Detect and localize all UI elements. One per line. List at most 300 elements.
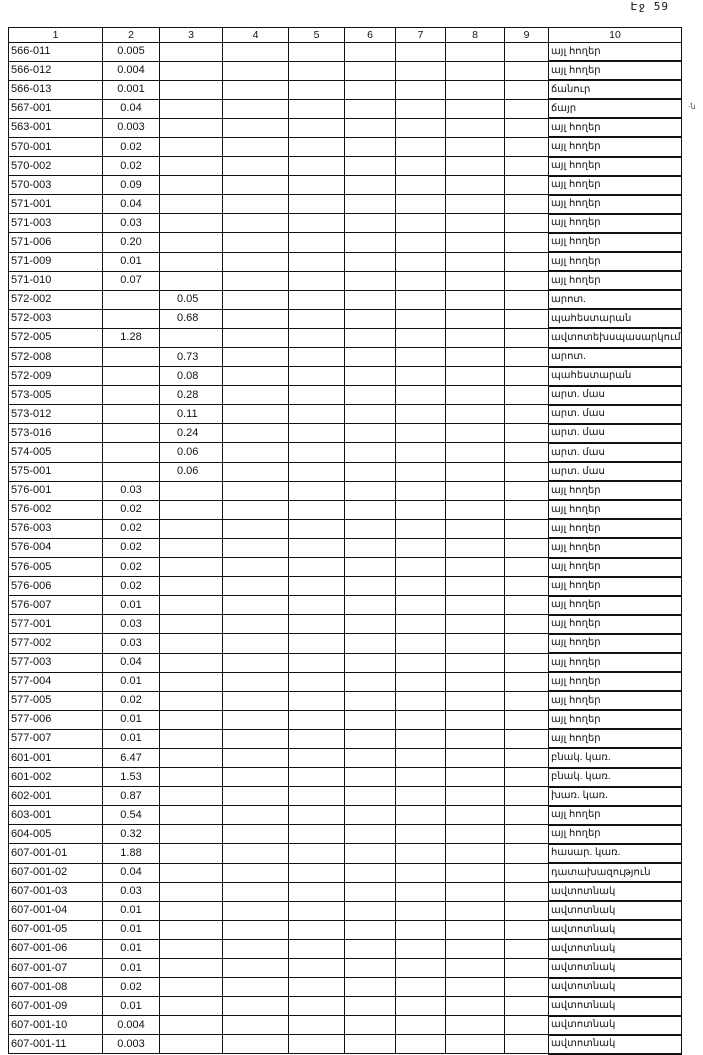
col2-value-cell: 0.01 <box>103 959 160 978</box>
empty-cell <box>505 806 549 825</box>
col3-value-cell <box>160 997 223 1016</box>
empty-cell <box>289 271 345 290</box>
table-row <box>9 748 682 767</box>
empty-cell <box>505 882 549 901</box>
column-header: 8 <box>446 28 505 43</box>
table-row <box>9 99 682 118</box>
margin-mark: ·ն <box>688 102 696 111</box>
land-use-cell: ավտոտնակ <box>549 997 682 1016</box>
empty-cell <box>396 901 446 920</box>
parcel-code-cell: 570-001 <box>9 137 103 156</box>
col3-value-cell <box>160 538 223 557</box>
land-use-cell: պահեստարան <box>549 367 682 386</box>
parcel-code-cell: 573-012 <box>9 405 103 424</box>
empty-cell <box>446 538 505 557</box>
col2-value-cell: 0.01 <box>103 729 160 748</box>
col3-value-cell: 0.68 <box>160 309 223 328</box>
land-use-cell: արոտ. <box>549 348 682 367</box>
column-header: 2 <box>103 28 160 43</box>
empty-cell <box>223 748 289 767</box>
empty-cell <box>396 61 446 80</box>
empty-cell <box>396 176 446 195</box>
land-use-cell: այլ հողեր <box>549 825 682 844</box>
col2-value-cell: 0.01 <box>103 710 160 729</box>
col2-value-cell: 0.01 <box>103 939 160 958</box>
land-use-cell: այլ հողեր <box>549 653 682 672</box>
empty-cell <box>223 901 289 920</box>
empty-cell <box>396 157 446 176</box>
empty-cell <box>223 806 289 825</box>
col3-value-cell <box>160 768 223 787</box>
land-use-cell: այլ հողեր <box>549 43 682 62</box>
land-use-cell: այլ հողեր <box>549 118 682 137</box>
empty-cell <box>505 596 549 615</box>
parcel-code-cell: 577-007 <box>9 729 103 748</box>
parcel-code-cell: 563-001 <box>9 118 103 137</box>
empty-cell <box>289 43 345 62</box>
empty-cell <box>396 271 446 290</box>
empty-cell <box>223 920 289 939</box>
empty-cell <box>446 61 505 80</box>
land-use-cell: բնակ. կառ. <box>549 748 682 767</box>
empty-cell <box>396 405 446 424</box>
parcel-code-cell: 607-001-09 <box>9 997 103 1016</box>
empty-cell <box>505 386 549 405</box>
empty-cell <box>505 157 549 176</box>
empty-cell <box>396 348 446 367</box>
empty-cell <box>396 328 446 347</box>
empty-cell <box>446 271 505 290</box>
parcel-code-cell: 576-006 <box>9 577 103 596</box>
land-use-cell: արտ. մաս <box>549 386 682 405</box>
empty-cell <box>223 844 289 863</box>
empty-cell <box>396 672 446 691</box>
parcel-code-cell: 577-005 <box>9 691 103 710</box>
col3-value-cell <box>160 863 223 882</box>
empty-cell <box>446 195 505 214</box>
empty-cell <box>446 748 505 767</box>
table-row <box>9 328 682 347</box>
table-row <box>9 806 682 825</box>
empty-cell <box>223 328 289 347</box>
parcel-code-cell: 573-016 <box>9 424 103 443</box>
empty-cell <box>345 118 396 137</box>
col2-value-cell: 0.54 <box>103 806 160 825</box>
empty-cell <box>396 653 446 672</box>
empty-cell <box>446 672 505 691</box>
parcel-code-cell: 601-002 <box>9 768 103 787</box>
empty-cell <box>505 901 549 920</box>
empty-cell <box>446 577 505 596</box>
col2-value-cell: 0.004 <box>103 61 160 80</box>
table-row <box>9 691 682 710</box>
empty-cell <box>505 1035 549 1054</box>
empty-cell <box>223 99 289 118</box>
table-row <box>9 309 682 328</box>
land-use-cell: այլ հողեր <box>549 596 682 615</box>
parcel-code-cell: 576-001 <box>9 481 103 500</box>
empty-cell <box>223 137 289 156</box>
empty-cell <box>345 348 396 367</box>
parcel-code-cell: 607-001-07 <box>9 959 103 978</box>
col2-value-cell: 0.01 <box>103 901 160 920</box>
col2-value-cell: 0.001 <box>103 80 160 99</box>
empty-cell <box>289 844 345 863</box>
col2-value-cell: 0.03 <box>103 882 160 901</box>
empty-cell <box>223 691 289 710</box>
land-use-cell: խառ. կառ. <box>549 787 682 806</box>
col3-value-cell <box>160 137 223 156</box>
empty-cell <box>345 214 396 233</box>
empty-cell <box>396 978 446 997</box>
empty-cell <box>345 710 396 729</box>
parcel-code-cell: 571-006 <box>9 233 103 252</box>
parcel-code-cell: 567-001 <box>9 99 103 118</box>
empty-cell <box>505 863 549 882</box>
col2-value-cell <box>103 405 160 424</box>
empty-cell <box>345 653 396 672</box>
empty-cell <box>505 367 549 386</box>
empty-cell <box>289 309 345 328</box>
empty-cell <box>345 99 396 118</box>
empty-cell <box>223 233 289 252</box>
empty-cell <box>446 157 505 176</box>
empty-cell <box>345 1016 396 1035</box>
empty-cell <box>446 118 505 137</box>
empty-cell <box>446 43 505 62</box>
empty-cell <box>446 233 505 252</box>
table-row <box>9 901 682 920</box>
empty-cell <box>345 195 396 214</box>
empty-cell <box>223 367 289 386</box>
col3-value-cell <box>160 61 223 80</box>
empty-cell <box>396 710 446 729</box>
col3-value-cell <box>160 157 223 176</box>
empty-cell <box>289 61 345 80</box>
table-row <box>9 558 682 577</box>
table-row <box>9 577 682 596</box>
empty-cell <box>223 959 289 978</box>
empty-cell <box>505 405 549 424</box>
parcel-code-cell: 607-001-08 <box>9 978 103 997</box>
table-row <box>9 615 682 634</box>
empty-cell <box>396 538 446 557</box>
land-register-table <box>8 27 682 1055</box>
empty-cell <box>345 672 396 691</box>
empty-cell <box>223 653 289 672</box>
parcel-code-cell: 603-001 <box>9 806 103 825</box>
empty-cell <box>505 729 549 748</box>
col3-value-cell <box>160 653 223 672</box>
parcel-code-cell: 607-001-10 <box>9 1016 103 1035</box>
parcel-code-cell: 570-002 <box>9 157 103 176</box>
col3-value-cell <box>160 43 223 62</box>
col3-value-cell <box>160 691 223 710</box>
empty-cell <box>345 558 396 577</box>
empty-cell <box>345 405 396 424</box>
empty-cell <box>223 672 289 691</box>
empty-cell <box>345 176 396 195</box>
empty-cell <box>223 61 289 80</box>
table-row <box>9 462 682 481</box>
empty-cell <box>289 863 345 882</box>
empty-cell <box>289 80 345 99</box>
land-use-cell: այլ հողեր <box>549 806 682 825</box>
empty-cell <box>446 729 505 748</box>
empty-cell <box>289 367 345 386</box>
empty-cell <box>396 920 446 939</box>
table-row <box>9 538 682 557</box>
empty-cell <box>345 806 396 825</box>
empty-cell <box>289 997 345 1016</box>
land-use-cell: այլ հողեր <box>549 481 682 500</box>
empty-cell <box>223 214 289 233</box>
col2-value-cell <box>103 462 160 481</box>
col3-value-cell <box>160 328 223 347</box>
empty-cell <box>396 500 446 519</box>
col2-value-cell: 0.03 <box>103 214 160 233</box>
empty-cell <box>396 80 446 99</box>
col3-value-cell <box>160 615 223 634</box>
empty-cell <box>505 443 549 462</box>
empty-cell <box>396 863 446 882</box>
empty-cell <box>396 844 446 863</box>
land-use-cell: այլ հողեր <box>549 710 682 729</box>
col3-value-cell: 0.05 <box>160 290 223 309</box>
empty-cell <box>345 309 396 328</box>
column-header: 4 <box>223 28 289 43</box>
empty-cell <box>289 978 345 997</box>
col3-value-cell: 0.06 <box>160 462 223 481</box>
empty-cell <box>396 309 446 328</box>
empty-cell <box>345 787 396 806</box>
empty-cell <box>446 768 505 787</box>
parcel-code-cell: 607-001-11 <box>9 1035 103 1054</box>
table-row <box>9 157 682 176</box>
col2-value-cell <box>103 348 160 367</box>
empty-cell <box>505 290 549 309</box>
land-use-cell: արտ. մաս <box>549 405 682 424</box>
col2-value-cell: 0.32 <box>103 825 160 844</box>
land-use-cell: պահեստարան <box>549 309 682 328</box>
empty-cell <box>396 99 446 118</box>
empty-cell <box>505 844 549 863</box>
empty-cell <box>345 424 396 443</box>
empty-cell <box>446 1016 505 1035</box>
col3-value-cell <box>160 959 223 978</box>
empty-cell <box>446 99 505 118</box>
empty-cell <box>396 748 446 767</box>
table-row <box>9 634 682 653</box>
empty-cell <box>446 558 505 577</box>
empty-cell <box>223 43 289 62</box>
empty-cell <box>396 787 446 806</box>
col3-value-cell <box>160 80 223 99</box>
empty-cell <box>505 691 549 710</box>
col3-value-cell <box>160 825 223 844</box>
col2-value-cell: 0.003 <box>103 1035 160 1054</box>
parcel-code-cell: 571-003 <box>9 214 103 233</box>
col3-value-cell <box>160 558 223 577</box>
col2-value-cell <box>103 443 160 462</box>
empty-cell <box>446 290 505 309</box>
empty-cell <box>289 748 345 767</box>
empty-cell <box>289 596 345 615</box>
land-use-cell: այլ հողեր <box>549 252 682 271</box>
col2-value-cell: 0.02 <box>103 157 160 176</box>
col3-value-cell <box>160 519 223 538</box>
empty-cell <box>345 939 396 958</box>
land-use-cell: այլ հողեր <box>549 691 682 710</box>
col3-value-cell <box>160 729 223 748</box>
empty-cell <box>446 825 505 844</box>
table-row <box>9 176 682 195</box>
parcel-code-cell: 576-007 <box>9 596 103 615</box>
empty-cell <box>345 137 396 156</box>
empty-cell <box>223 787 289 806</box>
parcel-code-cell: 604-005 <box>9 825 103 844</box>
col3-value-cell <box>160 271 223 290</box>
land-use-cell: արտ. մաս <box>549 443 682 462</box>
empty-cell <box>345 519 396 538</box>
parcel-code-cell: 607-001-03 <box>9 882 103 901</box>
empty-cell <box>289 825 345 844</box>
col3-value-cell: 0.24 <box>160 424 223 443</box>
empty-cell <box>446 500 505 519</box>
col3-value-cell <box>160 787 223 806</box>
empty-cell <box>345 748 396 767</box>
empty-cell <box>396 195 446 214</box>
column-header: 9 <box>505 28 549 43</box>
empty-cell <box>446 367 505 386</box>
table-row <box>9 367 682 386</box>
empty-cell <box>396 462 446 481</box>
col2-value-cell: 0.04 <box>103 195 160 214</box>
col3-value-cell <box>160 748 223 767</box>
col2-value-cell: 0.01 <box>103 252 160 271</box>
parcel-code-cell: 566-011 <box>9 43 103 62</box>
land-use-cell: այլ հողեր <box>549 214 682 233</box>
table-row <box>9 1035 682 1054</box>
empty-cell <box>289 328 345 347</box>
empty-cell <box>446 462 505 481</box>
land-use-cell: ավտոտնակ <box>549 882 682 901</box>
empty-cell <box>289 157 345 176</box>
empty-cell <box>223 80 289 99</box>
land-use-cell: դատախազություն <box>549 863 682 882</box>
empty-cell <box>223 157 289 176</box>
col3-value-cell <box>160 500 223 519</box>
col2-value-cell: 0.02 <box>103 137 160 156</box>
empty-cell <box>289 214 345 233</box>
empty-cell <box>289 558 345 577</box>
land-use-cell: ավտոտնակ <box>549 901 682 920</box>
col3-value-cell <box>160 176 223 195</box>
table-row <box>9 252 682 271</box>
empty-cell <box>446 978 505 997</box>
table-row <box>9 233 682 252</box>
table-row <box>9 481 682 500</box>
col3-value-cell <box>160 634 223 653</box>
empty-cell <box>223 290 289 309</box>
col2-value-cell: 0.09 <box>103 176 160 195</box>
empty-cell <box>345 500 396 519</box>
empty-cell <box>396 882 446 901</box>
col2-value-cell <box>103 309 160 328</box>
land-use-cell: ավտոտնակ <box>549 1016 682 1035</box>
col3-value-cell <box>160 195 223 214</box>
column-header: 1 <box>9 28 103 43</box>
empty-cell <box>446 959 505 978</box>
empty-cell <box>289 500 345 519</box>
col2-value-cell: 0.01 <box>103 997 160 1016</box>
empty-cell <box>446 519 505 538</box>
parcel-code-cell: 566-012 <box>9 61 103 80</box>
land-use-cell: այլ հողեր <box>549 519 682 538</box>
empty-cell <box>446 634 505 653</box>
empty-cell <box>446 386 505 405</box>
col3-value-cell: 0.73 <box>160 348 223 367</box>
parcel-code-cell: 602-001 <box>9 787 103 806</box>
table-body <box>9 43 682 1054</box>
empty-cell <box>505 577 549 596</box>
empty-cell <box>446 863 505 882</box>
empty-cell <box>396 252 446 271</box>
col2-value-cell: 0.01 <box>103 596 160 615</box>
table-row <box>9 443 682 462</box>
empty-cell <box>223 577 289 596</box>
empty-cell <box>223 252 289 271</box>
empty-cell <box>345 290 396 309</box>
empty-cell <box>345 882 396 901</box>
table-row <box>9 863 682 882</box>
col3-value-cell <box>160 1016 223 1035</box>
col2-value-cell: 0.02 <box>103 691 160 710</box>
empty-cell <box>505 61 549 80</box>
empty-cell <box>446 309 505 328</box>
empty-cell <box>223 863 289 882</box>
empty-cell <box>505 748 549 767</box>
empty-cell <box>289 405 345 424</box>
empty-cell <box>223 405 289 424</box>
empty-cell <box>345 481 396 500</box>
empty-cell <box>396 1016 446 1035</box>
empty-cell <box>223 596 289 615</box>
col2-value-cell: 0.04 <box>103 653 160 672</box>
empty-cell <box>289 806 345 825</box>
empty-cell <box>396 43 446 62</box>
land-use-cell: բնակ. կառ. <box>549 768 682 787</box>
table-row <box>9 80 682 99</box>
empty-cell <box>505 787 549 806</box>
empty-cell <box>345 959 396 978</box>
empty-cell <box>289 137 345 156</box>
col3-value-cell <box>160 481 223 500</box>
col2-value-cell: 1.53 <box>103 768 160 787</box>
empty-cell <box>446 443 505 462</box>
empty-cell <box>289 252 345 271</box>
land-use-cell: ավտոտնակ <box>549 920 682 939</box>
empty-cell <box>345 252 396 271</box>
empty-cell <box>345 157 396 176</box>
parcel-code-cell: 577-001 <box>9 615 103 634</box>
col3-value-cell <box>160 596 223 615</box>
empty-cell <box>396 558 446 577</box>
empty-cell <box>505 978 549 997</box>
empty-cell <box>289 920 345 939</box>
col2-value-cell: 0.03 <box>103 634 160 653</box>
empty-cell <box>505 328 549 347</box>
